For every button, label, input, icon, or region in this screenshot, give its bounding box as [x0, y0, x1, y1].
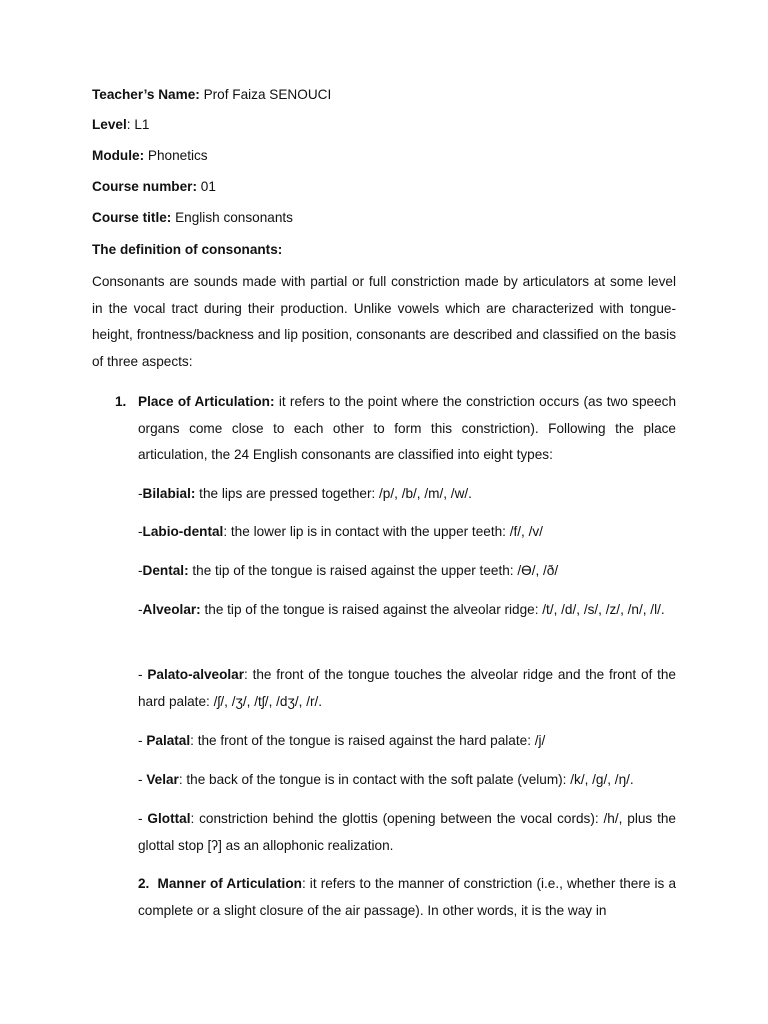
level-field	[92, 115, 149, 135]
place-term: Alveolar:	[142, 602, 201, 617]
list-text-2: : it refers to the manner of constriction (i.e., whether there is a complete or a slight closure of the air passage). In other words, it is the way in	[138, 876, 676, 918]
module-label: Module:	[92, 148, 145, 163]
place-text: : the front of the tongue is raised against the hard palate: /j/	[190, 733, 546, 748]
place-term: Velar	[146, 772, 179, 787]
list-term-2: Manner of Articulation	[157, 876, 302, 891]
place-term: Bilabial:	[142, 486, 196, 501]
place-term: Dental:	[142, 563, 189, 578]
place-item-labio-dental: -Labio-dental: the lower lip is in contact with the upper teeth: /f/, /v/	[138, 524, 543, 539]
place-text: the tip of the tongue is raised against the upper teeth: /Ɵ/, /ð/	[188, 563, 559, 578]
course-title-label: Course title:	[92, 210, 172, 225]
list-item-manner-of-articulation	[138, 871, 676, 924]
place-term: Glottal	[147, 811, 191, 826]
teacher-label: Teacher’s Name:	[92, 87, 200, 102]
list-number-2: 2.	[138, 876, 150, 891]
place-item-alveolar: -Alveolar: the tip of the tongue is raised against the alveolar ridge: /t/, /d/, /s/, /z/, /n/, /l/.	[138, 602, 665, 617]
course-title-field	[92, 208, 293, 228]
place-item-bilabial: -Bilabial: the lips are pressed together: /p/, /b/, /m/, /w/.	[138, 486, 472, 501]
place-text: : the front of the tongue touches the alveolar ridge and the front of the hard palate: /ʃ/, /ʒ/, /tʃ/, /dʒ/, /r/.	[138, 667, 676, 709]
place-text: the lips are pressed together: /p/, /b/, /m/, /w/.	[195, 486, 472, 501]
place-item-palato-alveolar: - Palato-alveolar: the front of the tongue touches the alveolar ridge and the front of the hard palate: /ʃ/, /ʒ/, /tʃ/, /dʒ/, /r/.	[138, 667, 676, 709]
list-text-1: it refers to the point where the constriction occurs (as two speech organs come close to each other to form this constriction). Following the place articulation, the 24 English consonants are classified into eight types:	[138, 394, 676, 463]
place-item-dental: -Dental: the tip of the tongue is raised against the upper teeth: /Ɵ/, /ð/	[138, 563, 559, 578]
place-text: : the lower lip is in contact with the upper teeth: /f/, /v/	[223, 524, 543, 539]
level-value: : L1	[126, 117, 150, 132]
place-term: Palato-alveolar	[147, 667, 245, 682]
course-title-value: English consonants	[171, 210, 293, 225]
place-item-velar: - Velar: the back of the tongue is in contact with the soft palate (velum): /k/, /g/, /ŋ/.	[138, 772, 634, 787]
teacher-name-field	[92, 85, 331, 105]
course-number-label: Course number:	[92, 179, 197, 194]
intro-paragraph: Consonants are sounds made with partial or full constriction made by articulators at some level in the vocal tract during their production. Unlike vowels which are characterized with tongue-height, frontness/backness and lip position, consonants are described and classified on the basis of three aspects:	[92, 274, 676, 369]
place-term: Labio-dental	[142, 524, 224, 539]
course-number-value: 01	[197, 179, 216, 194]
list-number-1: 1.	[115, 394, 127, 409]
section-title: The definition of consonants:	[92, 242, 283, 257]
module-field	[92, 146, 208, 166]
place-item-glottal: - Glottal: constriction behind the glottis (opening between the vocal cords): /h/, plus the glottal stop [ʔ] as an allophonic realization.	[138, 811, 676, 853]
list-term-1: Place of Articulation:	[138, 394, 275, 409]
level-label: Level	[92, 117, 127, 132]
place-item-palatal: - Palatal: the front of the tongue is raised against the hard palate: /j/	[138, 733, 546, 748]
place-text: : constriction behind the glottis (opening between the vocal cords): /h/, plus the glottal stop [ʔ] as an allophonic realization.	[138, 811, 676, 853]
place-text: : the back of the tongue is in contact with the soft palate (velum): /k/, /g/, /ŋ/.	[178, 772, 634, 787]
course-number-field	[92, 177, 216, 197]
place-text: the tip of the tongue is raised against the alveolar ridge: /t/, /d/, /s/, /z/, /n/, /l/.	[200, 602, 665, 617]
list-item-place-of-articulation	[138, 389, 676, 469]
place-term: Palatal	[146, 733, 191, 748]
module-value: Phonetics	[144, 148, 208, 163]
teacher-value: Prof Faiza SENOUCI	[199, 87, 332, 102]
